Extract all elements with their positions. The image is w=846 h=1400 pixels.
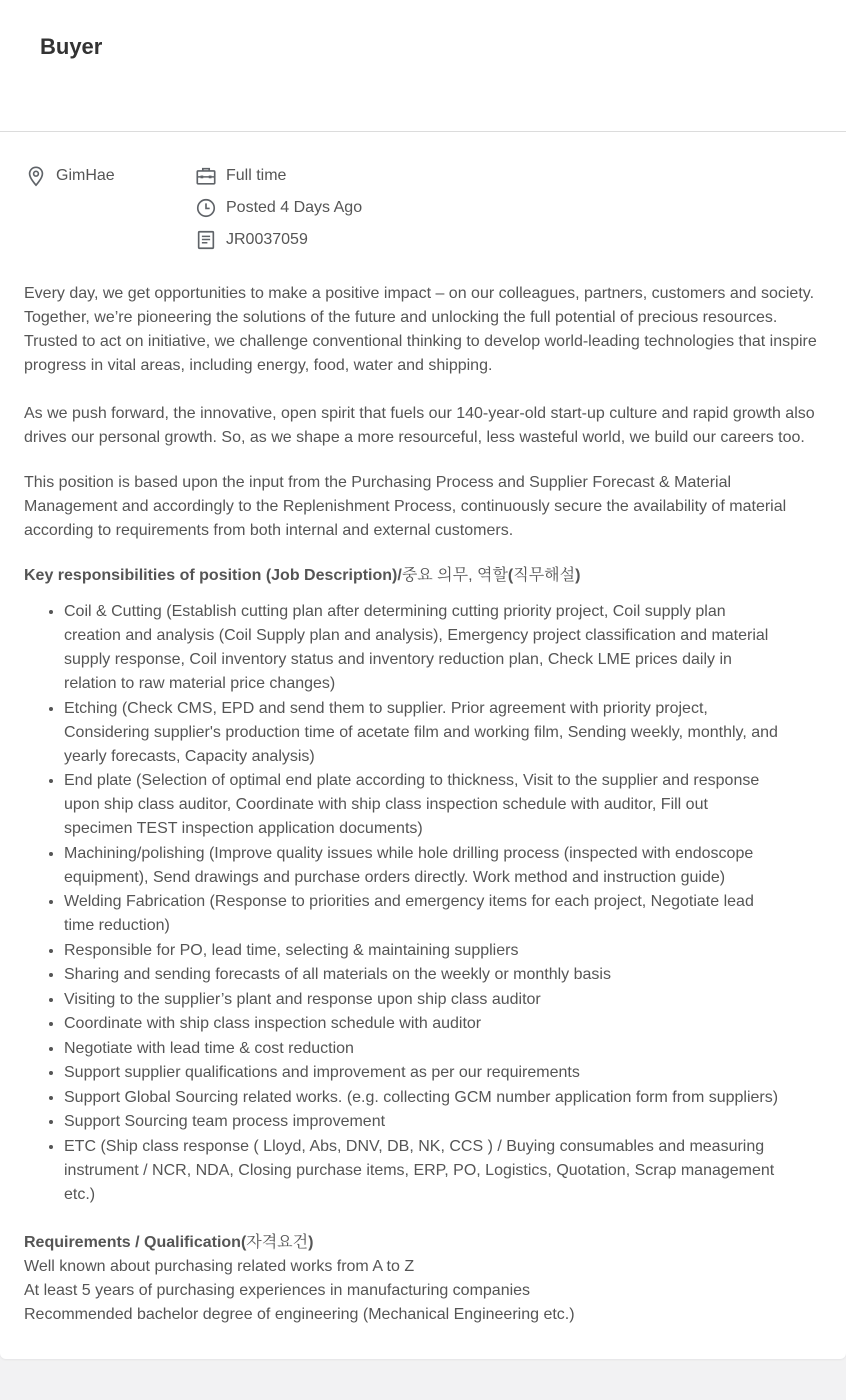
posted-info: [195, 196, 362, 220]
list-item: • Welding Fabrication (Response to priorities and emergency items for each project, Negotiate lead time reduction): [64, 890, 780, 938]
list-item: • Visiting to the supplier’s plant and response upon ship class auditor: [64, 988, 780, 1012]
list-item: • Negotiate with lead time & cost reduction: [64, 1037, 780, 1061]
requirements-heading-ko: 자격요건: [246, 1233, 309, 1251]
list-item: • Coil & Cutting (Establish cutting plan after determining cutting priority project, Coil supply plan creation and analysis (Coil Supply plan and analysis), Emergency project classification and material supply response, Coil inventory status and inventory reduction plan, Check LME prices daily in relation to raw material price changes): [64, 600, 780, 696]
requisition-id: JR0037059: [226, 231, 308, 248]
time-type-label: Full time: [226, 167, 287, 184]
list-item: • Responsible for PO, lead time, selecting & maintaining suppliers: [64, 939, 780, 963]
requirement-line: At least 5 years of purchasing experiences in manufacturing companies: [24, 1281, 531, 1299]
intro-paragraph-2: As we push forward, the innovative, open spirit that fuels our 140-year-old start-up culture and rapid growth also drives our personal growth. So, as we shape a more resourceful, less wasteful world, we build our careers too.: [24, 405, 815, 446]
responsibilities-list: [24, 600, 780, 1207]
requisition-info: [195, 228, 308, 252]
job-title: Buyer: [40, 34, 103, 59]
list-item: • Support Global Sourcing related works. (e.g. collecting GCM number application form from suppliers): [64, 1086, 780, 1110]
list-item: • Support supplier qualifications and improvement as per our requirements: [64, 1061, 780, 1085]
clock-icon: [195, 197, 217, 219]
responsibilities-heading: Key responsibilities of position (Job Description)/중요 의무, 역할(직무해설): [24, 567, 581, 584]
intro-paragraph-3: This position is based upon the input from the Purchasing Process and Supplier Forecast & Material Management and accordingly to the Replenishment Process, continuously secure the availability of material according to requirements from both internal and external customers.: [24, 474, 787, 539]
location-label: GimHae: [56, 167, 115, 184]
document-icon: [195, 229, 217, 251]
requirements-heading: Requirements / Qualification(자격요건): [24, 1233, 314, 1251]
time-type-info: [195, 164, 286, 188]
list-item: • Coordinate with ship class inspection schedule with auditor: [64, 1012, 780, 1036]
list-item: • Machining/polishing (Improve quality issues while hole drilling process (inspected with endoscope equipment), Send drawings and purchase orders directly. Work method and instruction guide): [64, 842, 780, 890]
responsibilities-heading-ko2: 직무해설: [513, 567, 576, 584]
list-item: • End plate (Selection of optimal end plate according to thickness, Visit to the supplier and response upon ship class auditor, Coordinate with ship class inspection schedule with auditor, Fill out specimen TEST inspection application documents): [64, 769, 780, 841]
location-pin-icon: [25, 165, 47, 187]
requirements-heading-text: Requirements / Qualification: [24, 1233, 241, 1251]
posted-label: Posted 4 Days Ago: [226, 199, 363, 216]
intro-paragraph-1: Every day, we get opportunities to make a positive impact – on our colleagues, partners, customers and society. Together, we’re pioneering the solutions of the future and unlocking the full potential of precious resources. Trusted to act on initiative, we challenge conventional thinking to develop world-leading technologies that inspire progress in vital areas, including energy, food, water and shipping.: [24, 285, 817, 374]
briefcase-icon: [195, 165, 217, 187]
responsibilities-heading-ko: 중요 의무, 역할: [401, 567, 508, 584]
job-header: [0, 0, 846, 132]
list-item: • ETC (Ship class response ( Lloyd, Abs, DNV, DB, NK, CCS ) / Buying consumables and measuring instrument / NCR, NDA, Closing purchase items, ERP, PO, Logistics, Quotation, Scrap management etc.): [64, 1135, 780, 1207]
requirement-line: Recommended bachelor degree of engineering (Mechanical Engineering etc.): [24, 1305, 575, 1323]
list-item: • Sharing and sending forecasts of all materials on the weekly or monthly basis: [64, 963, 780, 987]
job-description: [24, 282, 824, 1327]
location-info: [25, 164, 115, 188]
list-item: • Support Sourcing team process improvement: [64, 1110, 780, 1134]
list-item: • Etching (Check CMS, EPD and send them to supplier. Prior agreement with priority project, Considering supplier's production time of acetate film and working film, Sending weekly, monthly, and yearly forecasts, Capacity analysis): [64, 697, 780, 769]
requirement-line: Well known about purchasing related works from A to Z: [24, 1257, 415, 1275]
responsibilities-heading-text: Key responsibilities of position (Job Description)/: [24, 567, 402, 584]
